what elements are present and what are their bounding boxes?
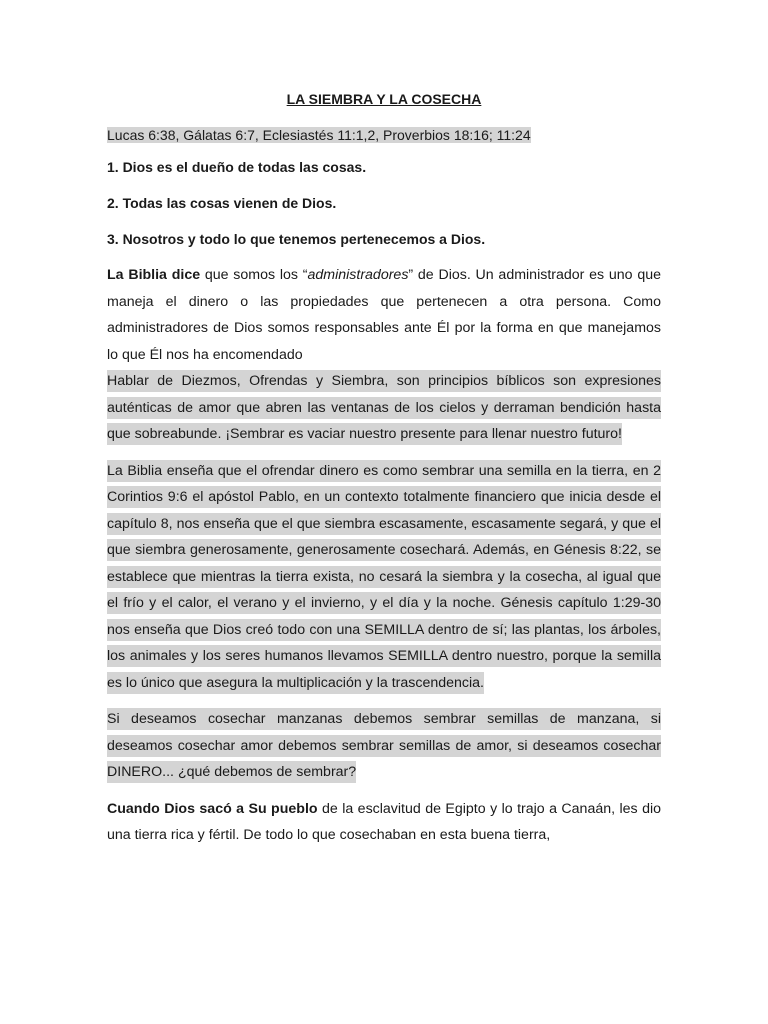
paragraph-harvest [107,706,661,786]
paragraph-italic: administradores [307,267,409,283]
references-highlight: Lucas 6:38, Gálatas 6:7, Eclesiastés 11:1,2, Proverbios 18:16; 11:24 [107,127,531,143]
spacer [107,448,661,458]
point-1: 1. Dios es el dueño de todas las cosas. [107,159,367,175]
paragraph-tithes [107,368,661,448]
paragraph-text: de la esclavitud de Egipto y lo trajo a Canaán, les dio una tierra rica y fértil. De todo lo que cosechaban en esta buena tierra, [107,800,661,843]
spacer [107,696,661,706]
paragraph-lead: Cuando Dios sacó a Su pueblo [107,800,318,817]
paragraph-stewardship [107,262,661,368]
bible-references [107,124,661,146]
seed-highlight: La Biblia enseña que el ofrendar dinero es como sembrar una semilla en la tierra, en 2 Corintios 9:6 el apóstol Pablo, en un contexto totalmente financiero que inicia desde el capítulo 8, nos enseña que el que siembra escasamente, escasamente segará, y que el que siembra generosamente, generosamente cosechará. Además, en Génesis 8:22, se establece que mientras la tierra exista, no cesará la siembra y la cosecha, al igual que el frío y el calor, el verano y el invierno, y el día y la noche. Génesis capítulo 1:29-30 nos enseña que Dios creó todo con una SEMILLA dentro de sí; las plantas, los árboles, los animales y los seres humanos llevamos SEMILLA dentro nuestro, porque la semilla es lo único que asegura la multiplicación y la trascendencia. [107,460,661,694]
point-2: 2. Todas las cosas vienen de Dios. [107,195,337,211]
paragraph-seed [107,458,661,697]
paragraph-text: que somos los “ [200,267,308,283]
tithes-highlight: Hablar de Diezmos, Ofrendas y Siembra, son principios bíblicos son expresiones auténticas de amor que abren las ventanas de los cielos y derraman bendición hasta que sobreabunde. ¡Sembrar es vaciar nuestro presente para llenar nuestro futuro! [107,370,661,445]
spacer [107,786,661,796]
document-title: LA SIEMBRA Y LA COSECHA [286,91,482,107]
paragraph-lead: La Biblia dice [107,267,201,283]
harvest-highlight: Si deseamos cosechar manzanas debemos sembrar semillas de manzana, si deseamos cosechar amor debemos sembrar semillas de amor, si deseamos cosechar DINERO... ¿qué debemos de sembrar? [107,708,661,783]
paragraph-exodus [107,796,661,849]
paragraph-text: ” de Dios. Un administrador es uno que maneja el dinero o las propiedades que pertenecen a otra persona. Como administradores de Dios somos responsables ante Él por la forma en que manejamos lo que Él nos ha encomendado [107,267,661,363]
point-3: 3. Nosotros y todo lo que tenemos pertenecemos a Dios. [107,231,486,247]
